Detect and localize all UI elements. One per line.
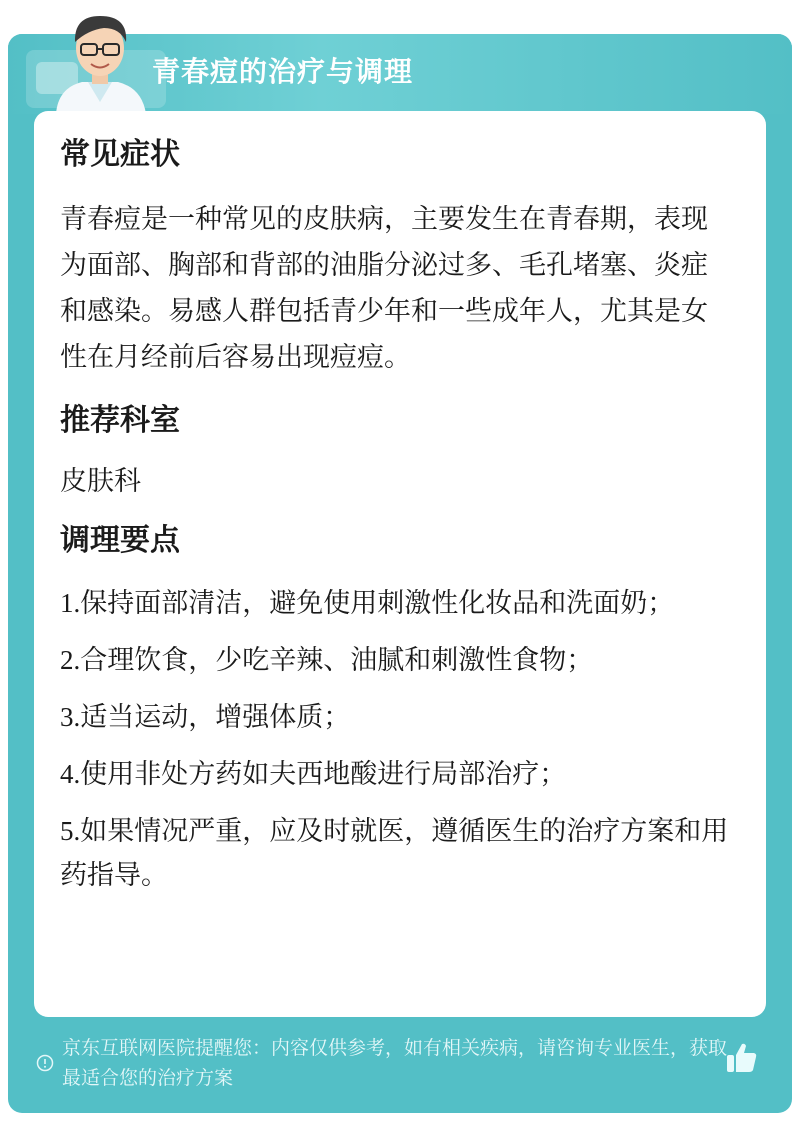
doctor-avatar — [48, 6, 152, 114]
department-text: 皮肤科 — [60, 466, 141, 497]
list-item: 1.保持面部清洁，避免使用刺激性化妆品和洗面奶； — [60, 588, 675, 619]
section-title-care: 调理要点 — [60, 523, 180, 558]
section-title-symptoms: 常见症状 — [60, 137, 180, 172]
info-icon — [36, 1054, 54, 1072]
list-item: 2.合理饮食，少吃辛辣、油腻和刺激性食物； — [60, 645, 594, 676]
section-title-department: 推荐科室 — [60, 403, 180, 438]
article-content — [60, 133, 730, 898]
list-item: 4.使用非处方药如夫西地酸进行局部治疗； — [60, 759, 567, 790]
list-item: 3.适当运动，增强体质； — [60, 702, 351, 733]
disclaimer-notice: 京东互联网医院提醒您：内容仅供参考，如有相关疾病，请咨询专业医生，获取最适合您的治疗方案 — [62, 1037, 728, 1089]
care-list — [60, 581, 730, 898]
symptoms-text: 青春痘是一种常见的皮肤病，主要发生在青春期，表现为面部、胸部和背部的油脂分泌过多、毛孔堵塞、炎症和感染。易感人群包括青少年和一些成年人，尤其是女性在月经前后容易出现痘痘。 — [60, 204, 708, 373]
page-title: 青春痘的治疗与调理 — [152, 55, 414, 88]
thumbs-up-icon[interactable] — [724, 1040, 760, 1076]
list-item: 5.如果情况严重，应及时就医，遵循医生的治疗方案和用药指导。 — [60, 816, 729, 891]
